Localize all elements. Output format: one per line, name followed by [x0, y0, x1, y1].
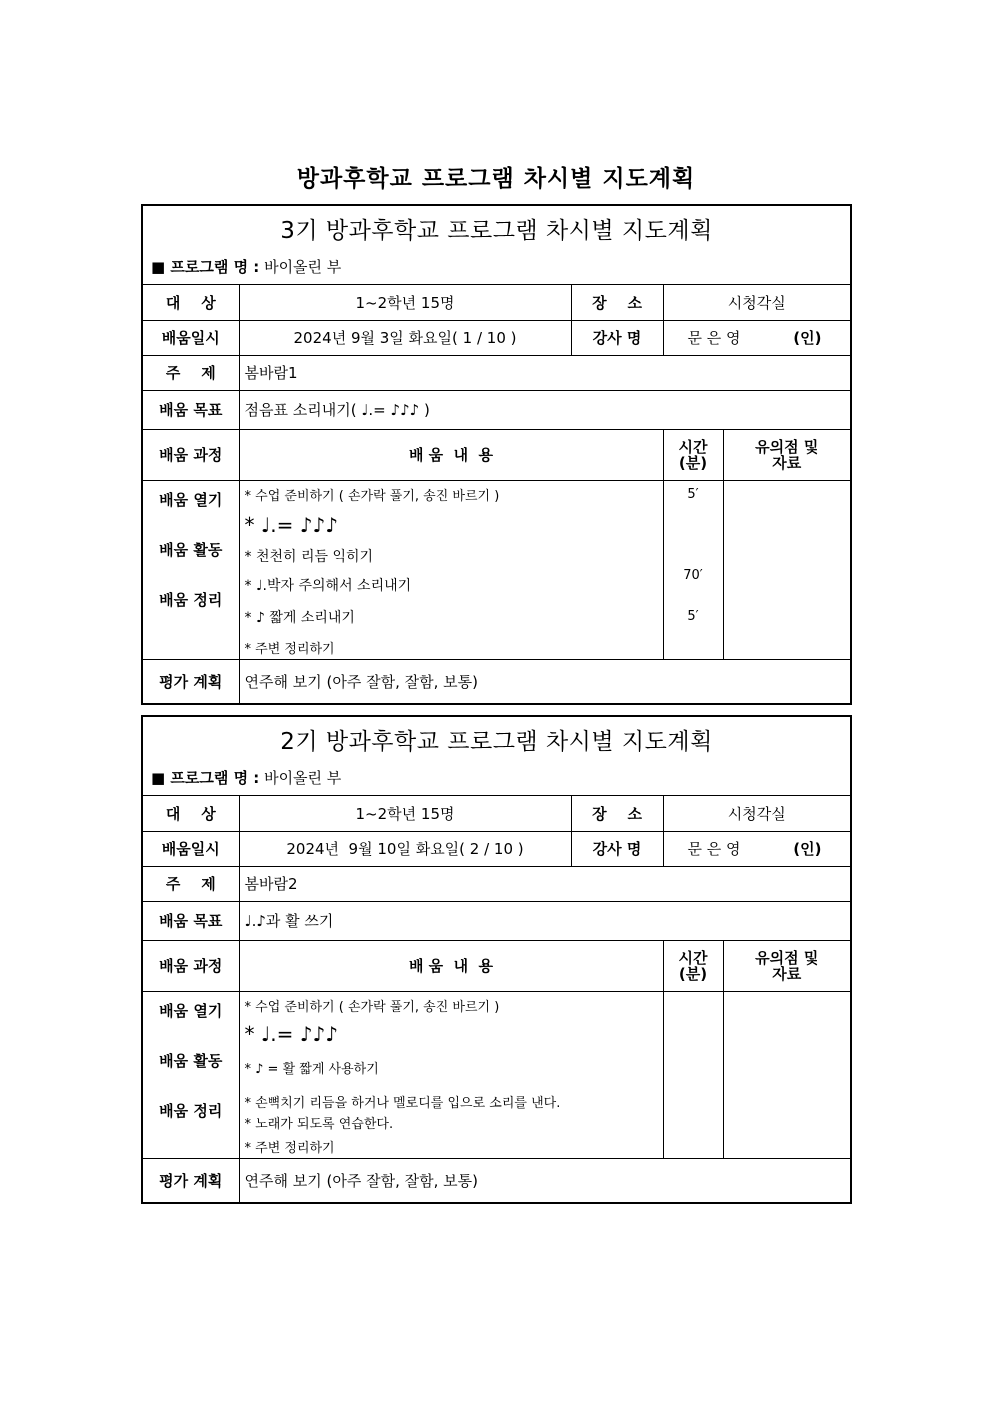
- topic-value: 봄바람1: [239, 355, 850, 390]
- eval-value: 연주해 보기 (아주 잘함, 잘함, 보통): [239, 1158, 850, 1202]
- plan-title: 3기 방과후학교 프로그램 차시별 지도계획: [280, 218, 713, 244]
- teacher-cell: [663, 320, 850, 355]
- program-name: 바이올린 부: [264, 258, 342, 276]
- notes-header: [723, 429, 850, 480]
- content-line: * 천천히 리듬 익히기: [244, 548, 374, 565]
- date-value: 2024년 9월 10일 화요일( 2 / 10 ): [239, 831, 571, 866]
- program-line: [151, 256, 341, 277]
- plan-table: [143, 285, 850, 703]
- stages-cell: [143, 991, 239, 1158]
- goal-value: 점음표 소리내기( ♩.= ♪♪♪ ): [239, 390, 850, 429]
- content-line: * 주변 정리하기: [244, 1140, 335, 1156]
- seal-mark: (인): [793, 329, 822, 347]
- stage-activity: 배움 활동: [159, 540, 223, 559]
- time-value: 5′: [687, 486, 699, 502]
- content-line: * 주변 정리하기: [244, 641, 335, 657]
- topic-value: 봄바람2: [239, 866, 850, 901]
- stage-closing: 배움 정리: [159, 590, 223, 609]
- goal-value: ♩.♪과 활 쓰기: [239, 901, 850, 940]
- program-name: 바이올린 부: [264, 769, 342, 787]
- notes-cell: [723, 991, 850, 1158]
- teacher-label: 강사 명: [571, 320, 663, 355]
- time-header-line2: (분): [678, 964, 708, 983]
- seal-mark: (인): [793, 840, 822, 858]
- place-label: 장 소: [571, 285, 663, 320]
- notes-header: [723, 940, 850, 991]
- plan-header: [143, 206, 850, 285]
- content-line: * ♪ 짧게 소리내기: [244, 609, 355, 626]
- eval-label: 평가 계획: [143, 659, 239, 703]
- time-header-line2: (분): [678, 453, 708, 472]
- place-label: 장 소: [571, 796, 663, 831]
- plan-header: [143, 717, 850, 796]
- time-header-line1: 시간: [678, 948, 708, 967]
- notes-cell: [723, 480, 850, 659]
- time-header-line1: 시간: [678, 437, 708, 456]
- content-header: 배 움 내 용: [239, 429, 663, 480]
- time-cell: [663, 480, 723, 659]
- teacher-name: 문 은 영: [687, 840, 741, 858]
- notes-header-line2: 자료: [772, 964, 802, 983]
- lesson-plan-3: [141, 204, 852, 705]
- teacher-name: 문 은 영: [687, 329, 741, 347]
- eval-label: 평가 계획: [143, 1158, 239, 1202]
- topic-label: 주 제: [143, 355, 239, 390]
- time-header: [663, 940, 723, 991]
- notes-header-line1: 유의점 및: [755, 948, 819, 967]
- goal-label: 배움 목표: [143, 390, 239, 429]
- content-line: * 수업 준비하기 ( 손가락 풀기, 송진 바르기 ): [244, 999, 500, 1015]
- stage-opening: 배움 열기: [159, 1001, 223, 1020]
- date-label: 배움일시: [143, 320, 239, 355]
- content-line: * ♪ = 활 짧게 사용하기: [244, 1061, 379, 1077]
- target-value: 1~2학년 15명: [239, 285, 571, 320]
- date-label: 배움일시: [143, 831, 239, 866]
- content-line: * ♩.박자 주의해서 소리내기: [244, 577, 412, 594]
- time-header: [663, 429, 723, 480]
- process-label: 배움 과정: [143, 940, 239, 991]
- program-line: [151, 767, 341, 788]
- program-label: ■ 프로그램 명 :: [151, 769, 260, 787]
- content-cell: [239, 480, 663, 659]
- stage-opening: 배움 열기: [159, 490, 223, 509]
- process-label: 배움 과정: [143, 429, 239, 480]
- content-line: * ♩.= ♪♪♪: [244, 1021, 339, 1046]
- target-value: 1~2학년 15명: [239, 796, 571, 831]
- content-line: * 수업 준비하기 ( 손가락 풀기, 송진 바르기 ): [244, 488, 500, 504]
- lesson-plan-2: [141, 715, 852, 1204]
- place-value: 시청각실: [663, 796, 850, 831]
- program-label: ■ 프로그램 명 :: [151, 258, 260, 276]
- plan-title: 2기 방과후학교 프로그램 차시별 지도계획: [280, 729, 713, 755]
- stage-activity: 배움 활동: [159, 1051, 223, 1070]
- page-title: 방과후학교 프로그램 차시별 지도계획: [296, 166, 696, 192]
- notes-header-line1: 유의점 및: [755, 437, 819, 456]
- time-value: 5′: [687, 608, 699, 624]
- stages-cell: [143, 480, 239, 659]
- stage-closing: 배움 정리: [159, 1101, 223, 1120]
- plan-table: [143, 796, 850, 1202]
- content-line: * 노래가 되도록 연습한다.: [244, 1116, 394, 1132]
- content-line: * ♩.= ♪♪♪: [244, 512, 339, 537]
- content-header: 배 움 내 용: [239, 940, 663, 991]
- eval-value: 연주해 보기 (아주 잘함, 잘함, 보통): [239, 659, 850, 703]
- goal-label: 배움 목표: [143, 901, 239, 940]
- target-label: 대 상: [143, 285, 239, 320]
- target-label: 대 상: [143, 796, 239, 831]
- topic-label: 주 제: [143, 866, 239, 901]
- teacher-cell: [663, 831, 850, 866]
- place-value: 시청각실: [663, 285, 850, 320]
- time-cell: [663, 991, 723, 1158]
- time-value: 70′: [683, 567, 703, 583]
- notes-header-line2: 자료: [772, 453, 802, 472]
- content-line: * 손뼉치기 리듬을 하거나 멜로디를 입으로 소리를 낸다.: [244, 1095, 561, 1111]
- content-cell: [239, 991, 663, 1158]
- date-value: 2024년 9월 3일 화요일( 1 / 10 ): [239, 320, 571, 355]
- teacher-label: 강사 명: [571, 831, 663, 866]
